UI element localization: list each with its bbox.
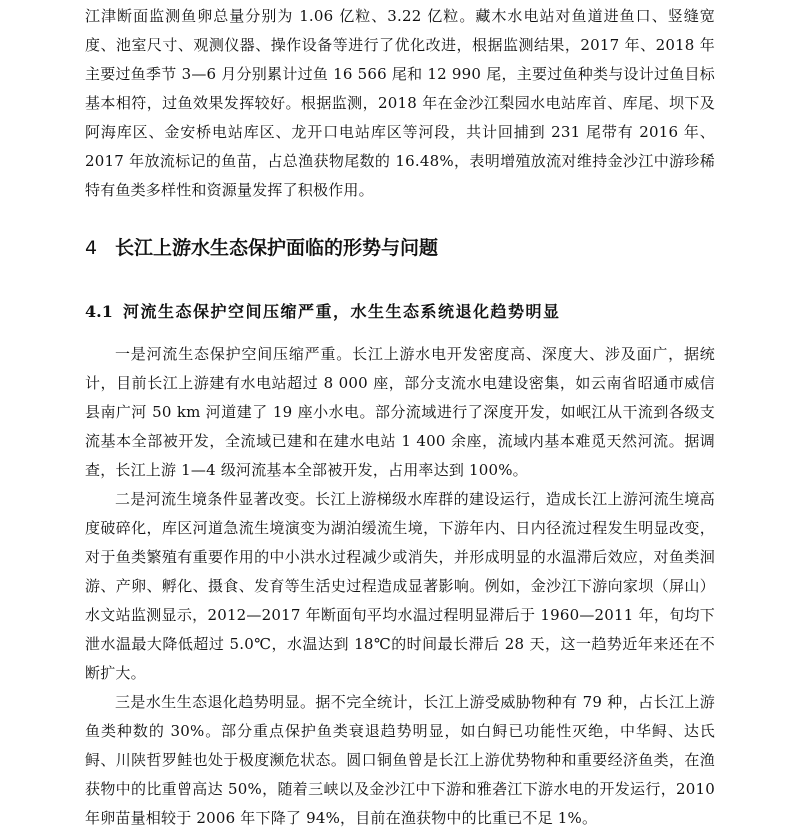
section-4-title: 长江上游水生态保护面临的形势与问题 [115,237,439,259]
document-page [85,0,715,833]
section-4-number: 4 [85,237,98,259]
section-4-heading [85,233,715,263]
body-paragraph-continued: 江津断面监测鱼卵总量分别为 1.06 亿粒、3.22 亿粒。藏木水电站对鱼道进鱼口、竖缝宽度、池室尺寸、观测仪器、操作设备等进行了优化改进，根据监测结果，2017 年、2018 年主要过鱼季节 3—6 月分别累计过鱼 16 566 尾和 12 990 尾，主要过鱼种类与设计过鱼目标基本相符，过鱼效果发挥较好。根据监测，2018 年在金沙江梨园水电站库首、库尾、坝下及阿海库区、金安桥电站库区、龙开口电站库区等河段，共计回捕到 231 尾带有 2016 年、2017 年放流标记的鱼苗，占总渔获物尾数的 16.48%，表明增殖放流对维持金沙江中游珍稀特有鱼类多样性和资源量发挥了积极作用。 [85,7,715,199]
body-paragraph-3: 三是水生生态退化趋势明显。据不完全统计，长江上游受威胁物种有 79 种，占长江上游鱼类种数的 30%。部分重点保护鱼类衰退趋势明显，如白鲟已功能性灭绝，中华鲟、达氏鲟、川陕哲罗鲑也处于极度濒危状态。圆口铜鱼曾是长江上游优势物种和重要经济鱼类，在渔获物中的比重曾高达 50%，随着三峡以及金沙江中下游和雅砻江下游水电的开发运行，2010 年卵苗量相较于 2006 年下降了 94%，目前在渔获物中的比重已不足 1%。 [85,693,715,827]
section-4-1-heading [85,298,715,326]
section-4-1-number: 4.1 [85,302,113,321]
body-paragraph-1: 一是河流生态保护空间压缩严重。长江上游水电开发密度高、深度大、涉及面广，据统计，目前长江上游建有水电站超过 8 000 座，部分支流水电建设密集，如云南省昭通市威信县南广河 50 km 河道建了 19 座小水电。部分流域进行了深度开发，如岷江从干流到各级支流基本全部被开发，全流域已建和在建水电站 1 400 余座，流域内基本难觅天然河流。据调查，长江上游 1—4 级河流基本全部被开发，占用率达到 100%。 [85,345,715,479]
section-4-1-title: 河流生态保护空间压缩严重，水生生态系统退化趋势明显 [123,302,561,321]
body-paragraph-2: 二是河流生境条件显著改变。长江上游梯级水库群的建设运行，造成长江上游河流生境高度破碎化，库区河道急流生境演变为湖泊缓流生境，下游年内、日内径流过程发生明显改变，对于鱼类繁殖有重要作用的中小洪水过程减少或消失，并形成明显的水温滞后效应，对鱼类洄游、产卵、孵化、摄食、发育等生活史过程造成显著影响。例如，金沙江下游向家坝（屏山）水文站监测显示，2012—2017 年断面旬平均水温过程明显滞后于 1960—2011 年，旬均下泄水温最大降低超过 5.0℃，水温达到 18℃的时间最长滞后 28 天，这一趋势近年来还在不断扩大。 [85,490,715,682]
